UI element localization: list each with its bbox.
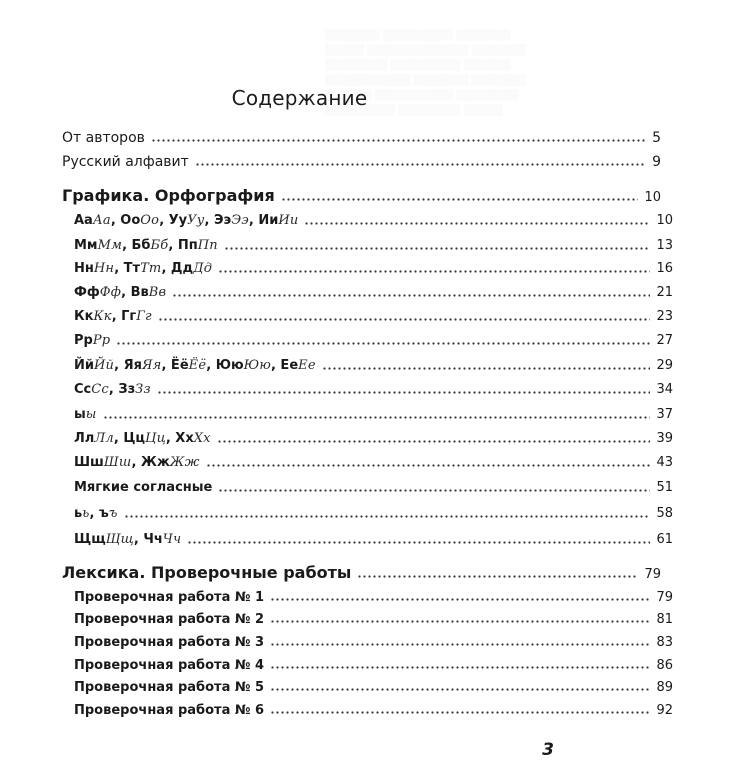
toc-entry-label: [74, 358, 316, 373]
toc-subentry: [0, 377, 755, 397]
toc-entry-label: [74, 285, 166, 300]
cursive-letters: Щщ: [105, 532, 134, 547]
entry-text: Рр: [74, 333, 93, 348]
toc-entry-label: [74, 407, 97, 422]
toc-entry-label: [74, 612, 264, 627]
dot-leader: [270, 711, 650, 714]
toc-test-entry: [0, 675, 755, 695]
dot-leader: [304, 222, 650, 225]
toc-subentry: [0, 353, 755, 373]
entry-text: , Ии: [248, 213, 279, 228]
cursive-letters: Сс: [91, 382, 109, 397]
cursive-letters: Лл: [94, 431, 114, 446]
toc-test-entry: [0, 630, 755, 650]
toc-subentry: [0, 501, 755, 521]
dot-leader: [281, 198, 639, 201]
toc-page-number: 89: [656, 680, 673, 695]
dot-leader: [322, 367, 651, 370]
bleed-through-text: ▒▒▒▒▒▒▒ ▒▒▒▒▒▒▒▒▒ ▒▒▒▒▒▒▒ ▒▒▒▒▒ ▒▒▒▒▒▒▒▒▒▒▒▒▒ ▒▒▒▒▒▒▒ ▒▒▒▒▒▒▒▒ ▒▒▒▒▒▒▒▒▒ ▒▒▒▒▒▒ ▒▒▒▒▒▒▒▒▒▒▒ ▒▒▒▒▒▒▒ ▒▒▒▒▒▒▒ ▒▒▒▒▒▒ ▒▒▒▒▒▒▒▒▒▒ ▒▒▒▒▒▒▒▒ ▒▒▒▒▒▒▒▒▒ ▒▒▒▒▒▒▒▒ ▒▒▒▒▒: [325, 29, 526, 116]
toc-entry-label: [74, 590, 264, 605]
toc-page-number: 58: [656, 506, 673, 521]
entry-text: Кк: [74, 309, 94, 324]
cursive-letters: Бб: [150, 238, 169, 253]
cursive-letters: Яя: [141, 358, 162, 373]
cursive-letters: Аа: [92, 213, 111, 228]
toc-entry-label: [62, 154, 189, 170]
dot-leader: [224, 247, 651, 250]
page-number: 3: [542, 740, 554, 760]
entry-text: Мягкие согласные: [74, 480, 213, 495]
toc-subentry: [0, 256, 755, 276]
cursive-letters: Зз: [135, 382, 151, 397]
toc-page-number: 37: [656, 407, 673, 422]
toc-entry-label: [74, 635, 264, 650]
cursive-letters: Мм: [97, 238, 123, 253]
cursive-letters: Фф: [99, 285, 122, 300]
toc-entry-label: [74, 703, 264, 718]
toc-entry-label: [74, 431, 211, 446]
cursive-letters: Нн: [93, 261, 115, 276]
entry-text: , Вв: [121, 285, 149, 300]
cursive-letters: Ии: [278, 213, 299, 228]
toc-entry-label: [74, 506, 118, 521]
entry-text: Проверочная работа № 3: [74, 635, 265, 650]
toc-test-entry: [0, 607, 755, 627]
entry-text: , Цц: [113, 431, 146, 446]
dot-leader: [270, 666, 650, 669]
entry-text: , Оо: [110, 213, 141, 228]
toc-test-entry: [0, 653, 755, 673]
entry-text: , Уу: [159, 213, 188, 228]
toc-entry-label: [74, 238, 218, 253]
toc-subentry: [0, 328, 755, 348]
dot-leader: [270, 620, 650, 623]
toc-page-number: 9: [652, 154, 661, 170]
toc-entry-label: [62, 130, 145, 146]
dot-leader: [195, 163, 646, 166]
toc-page-number: 86: [656, 658, 673, 673]
dot-leader: [124, 515, 651, 518]
cursive-letters: Ёё: [188, 358, 207, 373]
cursive-letters: Ее: [298, 358, 316, 373]
entry-text: Нн: [74, 261, 94, 276]
cursive-letters: Рр: [92, 333, 111, 348]
dot-leader: [151, 139, 646, 142]
entry-text: , Ёё: [161, 358, 189, 373]
entry-text: Фф: [74, 285, 100, 300]
cursive-letters: Тт: [140, 261, 162, 276]
toc-page-number: 10: [656, 213, 673, 228]
entry-text: ы: [74, 407, 86, 422]
dot-leader: [158, 318, 651, 321]
entry-text: , Жж: [131, 455, 170, 470]
entry-text: Мм: [74, 238, 98, 253]
entry-text: , Тт: [114, 261, 141, 276]
toc-entry-label: [62, 563, 351, 582]
toc-page-number: 16: [656, 261, 673, 276]
cursive-letters: Уу: [187, 213, 205, 228]
entry-text: Сс: [74, 382, 92, 397]
toc-entry-label: [74, 680, 264, 695]
toc-subentry: [0, 426, 755, 446]
cursive-letters: Ээ: [231, 213, 249, 228]
entry-text: Аа: [74, 213, 93, 228]
toc-subentry: [0, 280, 755, 300]
toc-test-entry: [0, 585, 755, 605]
entry-text: Проверочная работа № 1: [74, 590, 265, 605]
toc-page-number: 5: [652, 130, 661, 146]
toc-subentry: [0, 475, 755, 495]
entry-text: Проверочная работа № 6: [74, 703, 265, 718]
toc-entry-label: [74, 382, 151, 397]
toc-entry: [0, 150, 743, 170]
entry-text: ь: [74, 506, 83, 521]
toc-entry-label: [74, 261, 212, 276]
toc-subentry: [0, 304, 755, 324]
toc-subentry: [0, 450, 755, 470]
entry-text: , ъ: [89, 506, 109, 521]
cursive-letters: Йй: [94, 358, 115, 373]
toc-entry: [0, 126, 743, 146]
toc-entry-label: [62, 186, 275, 205]
cursive-letters: Цц: [145, 431, 166, 446]
toc-subentry: [0, 233, 755, 253]
toc-page-number: 39: [656, 431, 673, 446]
dot-leader: [218, 270, 650, 273]
cursive-letters: Пп: [197, 238, 218, 253]
toc-entry-label: [74, 333, 110, 348]
toc-subentry: [0, 208, 755, 228]
toc-page-number: 92: [656, 703, 673, 718]
entry-text: От авторов: [62, 130, 145, 146]
toc-section: [0, 185, 743, 205]
toc-page-number: 79: [656, 590, 673, 605]
entry-text: , Юю: [206, 358, 244, 373]
dot-leader: [218, 489, 650, 492]
entry-text: , Хх: [165, 431, 194, 446]
toc-page-number: 29: [656, 358, 673, 373]
cursive-letters: Оо: [140, 213, 160, 228]
toc-entry-label: [74, 455, 200, 470]
dot-leader: [157, 391, 651, 394]
toc-entry-label: [74, 213, 298, 228]
dot-leader: [103, 416, 651, 419]
cursive-letters: Шш: [103, 455, 132, 470]
cursive-letters: Юю: [243, 358, 271, 373]
toc-entry-label: [74, 309, 152, 324]
entry-text: Шш: [74, 455, 104, 470]
toc-page-number: 43: [656, 455, 673, 470]
toc-entry-label: [74, 532, 181, 547]
cursive-letters: Кк: [93, 309, 112, 324]
toc-page-number: 81: [656, 612, 673, 627]
entry-text: , Ээ: [204, 213, 232, 228]
toc-section: [0, 562, 743, 582]
toc-page-number: 21: [656, 285, 673, 300]
entry-text: , Ее: [270, 358, 299, 373]
toc-page-number: 27: [656, 333, 673, 348]
toc-page-number: 34: [656, 382, 673, 397]
entry-text: Русский алфавит: [62, 154, 189, 170]
toc-entry-label: [74, 480, 212, 495]
page-title: Содержание: [231, 86, 368, 110]
entry-text: Проверочная работа № 4: [74, 658, 265, 673]
toc-subentry: [0, 527, 755, 547]
cursive-letters: ь: [82, 506, 90, 521]
cursive-letters: ъ: [108, 506, 118, 521]
entry-text: , Чч: [133, 532, 163, 547]
entry-text: Лексика. Проверочные работы: [62, 563, 352, 582]
dot-leader: [270, 643, 650, 646]
dot-leader: [206, 464, 651, 467]
dot-leader: [187, 541, 650, 544]
cursive-letters: Дд: [193, 261, 213, 276]
dot-leader: [270, 688, 650, 691]
entry-text: Проверочная работа № 2: [74, 612, 265, 627]
entry-text: , Дд: [161, 261, 194, 276]
toc-page-number: 61: [656, 532, 673, 547]
entry-text: , Яя: [114, 358, 142, 373]
dot-leader: [116, 342, 650, 345]
cursive-letters: Жж: [169, 455, 200, 470]
toc-page-number: 23: [656, 309, 673, 324]
dot-leader: [217, 440, 651, 443]
toc-page-number: 51: [656, 480, 673, 495]
entry-text: Проверочная работа № 5: [74, 680, 265, 695]
entry-text: Графика. Орфография: [62, 186, 275, 205]
dot-leader: [357, 575, 638, 578]
cursive-letters: Гг: [136, 309, 152, 324]
dot-leader: [172, 294, 650, 297]
toc-page-number: 10: [644, 190, 661, 205]
entry-text: , Гг: [111, 309, 137, 324]
toc-page-number: 83: [656, 635, 673, 650]
cursive-letters: Хх: [193, 431, 211, 446]
entry-text: Лл: [74, 431, 95, 446]
cursive-letters: Вв: [148, 285, 167, 300]
entry-text: Йй: [74, 358, 94, 373]
entry-text: , Зз: [108, 382, 136, 397]
toc-page-number: 79: [644, 567, 661, 582]
toc-entry-label: [74, 658, 264, 673]
entry-text: Щщ: [74, 532, 106, 547]
entry-text: , Пп: [168, 238, 198, 253]
toc-subentry: [0, 402, 755, 422]
cursive-letters: Чч: [162, 532, 182, 547]
toc-page-number: 13: [656, 238, 673, 253]
dot-leader: [270, 598, 650, 601]
cursive-letters: ы: [85, 407, 97, 422]
toc-test-entry: [0, 698, 755, 718]
entry-text: , Бб: [122, 238, 151, 253]
